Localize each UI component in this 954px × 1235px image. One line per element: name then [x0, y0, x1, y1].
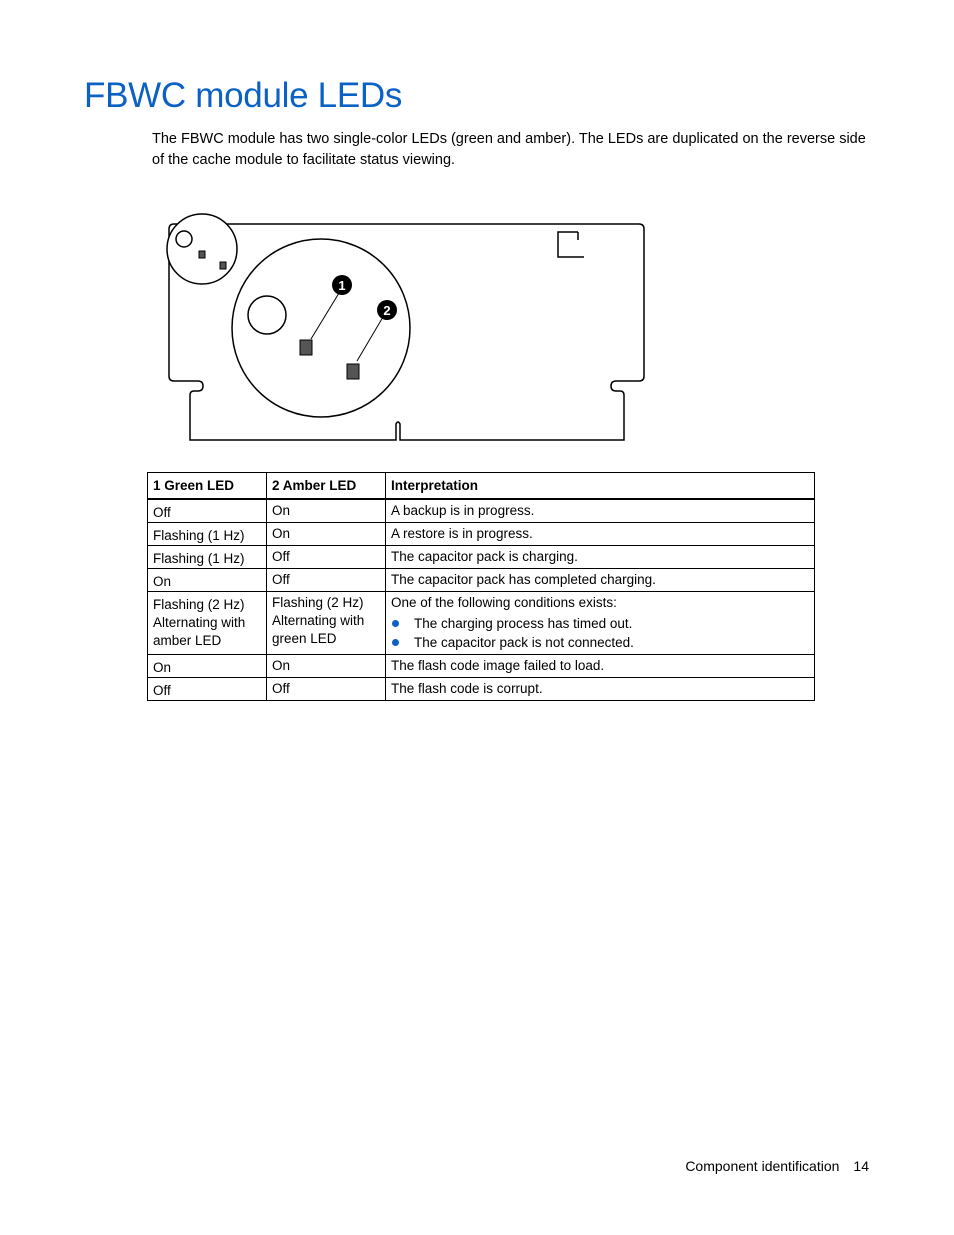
header-amber-led: 2 Amber LED: [267, 473, 386, 500]
condition-item: [391, 633, 810, 652]
page-footer: [685, 1158, 869, 1174]
cell-amber-led-text: Off: [272, 549, 290, 564]
condition-text: The charging process has timed out.: [414, 616, 633, 631]
cell-amber-led-text: Off: [272, 572, 290, 587]
cell-green-led-text: Flashing (2 Hz) Alternating with amber LED: [153, 597, 246, 648]
cell-amber-led: [267, 569, 386, 592]
cell-interpretation: [386, 678, 815, 701]
cell-amber-led-text: On: [272, 503, 291, 518]
table-row: [148, 592, 815, 655]
table-row: [148, 678, 815, 701]
table-row: [148, 655, 815, 678]
intro-paragraph: The FBWC module has two single-color LEDs (green and amber). The LEDs are duplicated on the reverse side of the cache module to facilitate status viewing.: [152, 131, 866, 168]
cell-amber-led: [267, 592, 386, 655]
notch-mark: [558, 232, 584, 257]
led-amber-small: [220, 262, 226, 269]
cell-green-led-text: Flashing (1 Hz): [153, 528, 245, 543]
cell-interpretation-text: One of the following conditions exists:: [391, 595, 617, 610]
cell-interpretation: [386, 655, 815, 678]
cell-green-led: [148, 592, 267, 655]
cell-amber-led-text: Flashing (2 Hz) Alternating with green LED: [272, 595, 365, 646]
callout-2-label: 2: [383, 303, 391, 318]
magnified-circle: [232, 239, 410, 417]
cell-amber-led-text: Off: [272, 681, 290, 696]
led-amber: [347, 364, 359, 379]
table-header-row: [148, 473, 815, 500]
cell-interpretation-text: The capacitor pack has completed charging.: [391, 572, 656, 587]
bullet-icon: [392, 620, 399, 627]
page-title: FBWC module LEDs: [84, 76, 403, 115]
inset-circle: [167, 214, 237, 284]
cell-amber-led: [267, 499, 386, 523]
table-row: [148, 569, 815, 592]
cell-interpretation: [386, 546, 815, 569]
cell-green-led-text: Off: [153, 505, 171, 520]
led-green-small: [199, 251, 205, 258]
page-number: 14: [853, 1158, 869, 1174]
led-table: [147, 472, 815, 701]
cell-interpretation-text: The capacitor pack is charging.: [391, 549, 578, 564]
cell-green-led: [148, 655, 267, 678]
cell-green-led-text: Flashing (1 Hz): [153, 551, 245, 566]
cell-interpretation: [386, 523, 815, 546]
condition-item: [391, 614, 810, 633]
header-green-led: 1 Green LED: [148, 473, 267, 500]
callout-1-label: 1: [338, 278, 346, 293]
cell-interpretation: [386, 569, 815, 592]
cell-amber-led-text: On: [272, 658, 291, 673]
cell-interpretation-text: A backup is in progress.: [391, 503, 535, 518]
led-green: [300, 340, 312, 355]
footer-section: Component identification: [685, 1158, 840, 1174]
cell-green-led: [148, 523, 267, 546]
condition-list: [391, 614, 810, 652]
cell-amber-led: [267, 523, 386, 546]
cell-amber-led-text: On: [272, 526, 291, 541]
cell-green-led: [148, 569, 267, 592]
bullet-icon: [392, 639, 399, 646]
cell-amber-led: [267, 678, 386, 701]
cell-interpretation: [386, 592, 815, 655]
cell-amber-led: [267, 655, 386, 678]
cell-interpretation-text: The flash code image failed to load.: [391, 658, 605, 673]
cell-green-led-text: Off: [153, 683, 171, 698]
cell-green-led-text: On: [153, 574, 172, 589]
table-row: [148, 499, 815, 523]
cell-amber-led: [267, 546, 386, 569]
header-interpretation: Interpretation: [386, 473, 815, 500]
cell-interpretation-text: The flash code is corrupt.: [391, 681, 543, 696]
table-row: [148, 546, 815, 569]
cell-green-led: [148, 546, 267, 569]
condition-text: The capacitor pack is not connected.: [414, 635, 634, 650]
cell-interpretation-text: A restore is in progress.: [391, 526, 533, 541]
fbwc-module-diagram: [160, 210, 650, 450]
table-row: [148, 523, 815, 546]
cell-green-led: [148, 499, 267, 523]
cell-green-led: [148, 678, 267, 701]
cell-interpretation: [386, 499, 815, 523]
cell-green-led-text: On: [153, 660, 172, 675]
